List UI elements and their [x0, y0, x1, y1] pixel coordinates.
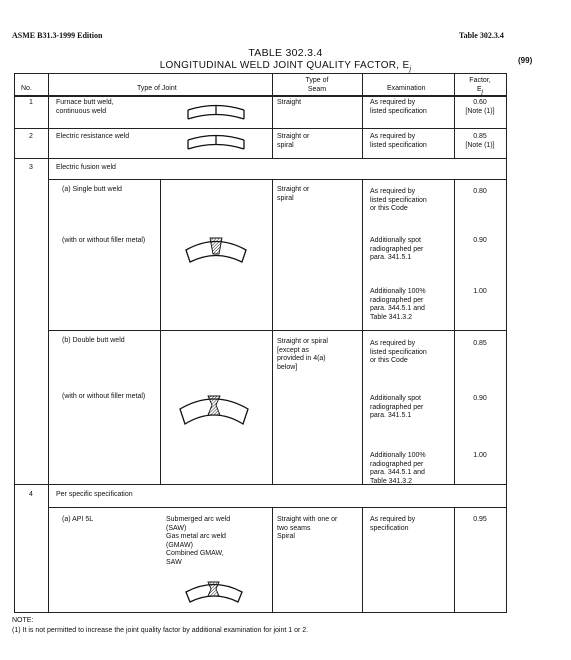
col-header-seam: Type of Seam [305, 77, 329, 93]
row3-no: 3 [29, 164, 33, 171]
api-5l-weld-sketch [186, 582, 242, 602]
note-text: (1) It is not permitted to increase the joint quality factor by additional examination for joint 1 or 2. [12, 627, 309, 634]
row1-joint: Furnace butt weld, continuous weld [56, 99, 114, 115]
table-title-text: LONGITUDINAL WELD JOINT QUALITY FACTOR, E [159, 60, 410, 71]
row2-joint: Electric resistance weld [56, 133, 130, 140]
row3a-factor1: 0.80 [473, 188, 487, 195]
row3a-joint: (a) Single butt weld [62, 186, 122, 193]
note-label: NOTE: [12, 617, 34, 624]
electric-resistance-weld-sketch [188, 135, 244, 149]
row3b-exam2: Additionally spot radiographed per para. 341.5.1 [370, 395, 424, 419]
table-number: TABLE 302.3.4 [248, 47, 323, 59]
row3b-exam3: Additionally 100% radiographed per para. 344.5.1 and Table 341.3.2 [370, 452, 426, 485]
col-header-factor-text: Factor, E [469, 77, 491, 93]
header-left: ASME B31.3-1999 Edition [12, 31, 103, 40]
row4a-joint: (a) API 5L [62, 516, 94, 523]
row3a-note: (with or without filler metal) [62, 237, 146, 244]
col-header-examination: Examination [387, 85, 426, 92]
row3a-exam3: Additionally 100% radiographed per para. 344.5.1 and Table 341.3.2 [370, 288, 426, 321]
row3a-seam: Straight or spiral [277, 186, 310, 202]
header-right: Table 302.3.4 [459, 31, 504, 40]
double-butt-weld-sketch [180, 396, 248, 424]
row4-joint: Per specific specification [56, 491, 133, 498]
row3b-factor1: 0.85 [473, 340, 487, 347]
row3a-exam1: As required by listed specification or this Code [370, 188, 427, 212]
row4a-process: Submerged arc weld (SAW) Gas metal arc weld (GMAW) Combined GMAW, SAW [166, 516, 231, 566]
row3b-seam: Straight or spiral [except as provided in 4(a) below] [277, 338, 328, 371]
row3a-factor3: 1.00 [473, 288, 487, 295]
row2-seam: Straight or spiral [277, 133, 310, 149]
row3a-factor2: 0.90 [473, 237, 487, 244]
row4a-seam: Straight with one or two seams Spiral [277, 516, 338, 540]
edition-mark: (99) [518, 56, 533, 65]
furnace-butt-weld-sketch [188, 105, 244, 119]
col-header-joint: Type of Joint [137, 85, 177, 92]
row4a-factor: 0.95 [473, 516, 487, 523]
table-title-subscript: j [409, 66, 412, 73]
row4-no: 4 [29, 491, 33, 498]
col-header-factor-sub: j [481, 88, 483, 95]
row1-exam: As required by listed specification [370, 99, 427, 115]
row3b-factor3: 1.00 [473, 452, 487, 459]
row3-joint: Electric fusion weld [56, 164, 116, 171]
row3b-note: (with or without filler metal) [62, 393, 146, 400]
row2-factor: 0.85 [Note (1)] [465, 133, 495, 149]
row1-no: 1 [29, 99, 33, 106]
row3b-joint: (b) Double butt weld [62, 337, 125, 344]
single-butt-weld-sketch [186, 238, 246, 262]
row4a-exam: As required by specification [370, 516, 416, 532]
row3b-factor2: 0.90 [473, 395, 487, 402]
row1-factor: 0.60 [Note (1)] [465, 99, 495, 115]
row1-seam: Straight [277, 99, 302, 106]
row3a-exam2: Additionally spot radiographed per para. 341.5.1 [370, 237, 424, 261]
col-header-no: No. [21, 85, 32, 92]
row2-no: 2 [29, 133, 33, 140]
row3b-exam1: As required by listed specification or this Code [370, 340, 427, 364]
row2-exam: As required by listed specification [370, 133, 427, 149]
